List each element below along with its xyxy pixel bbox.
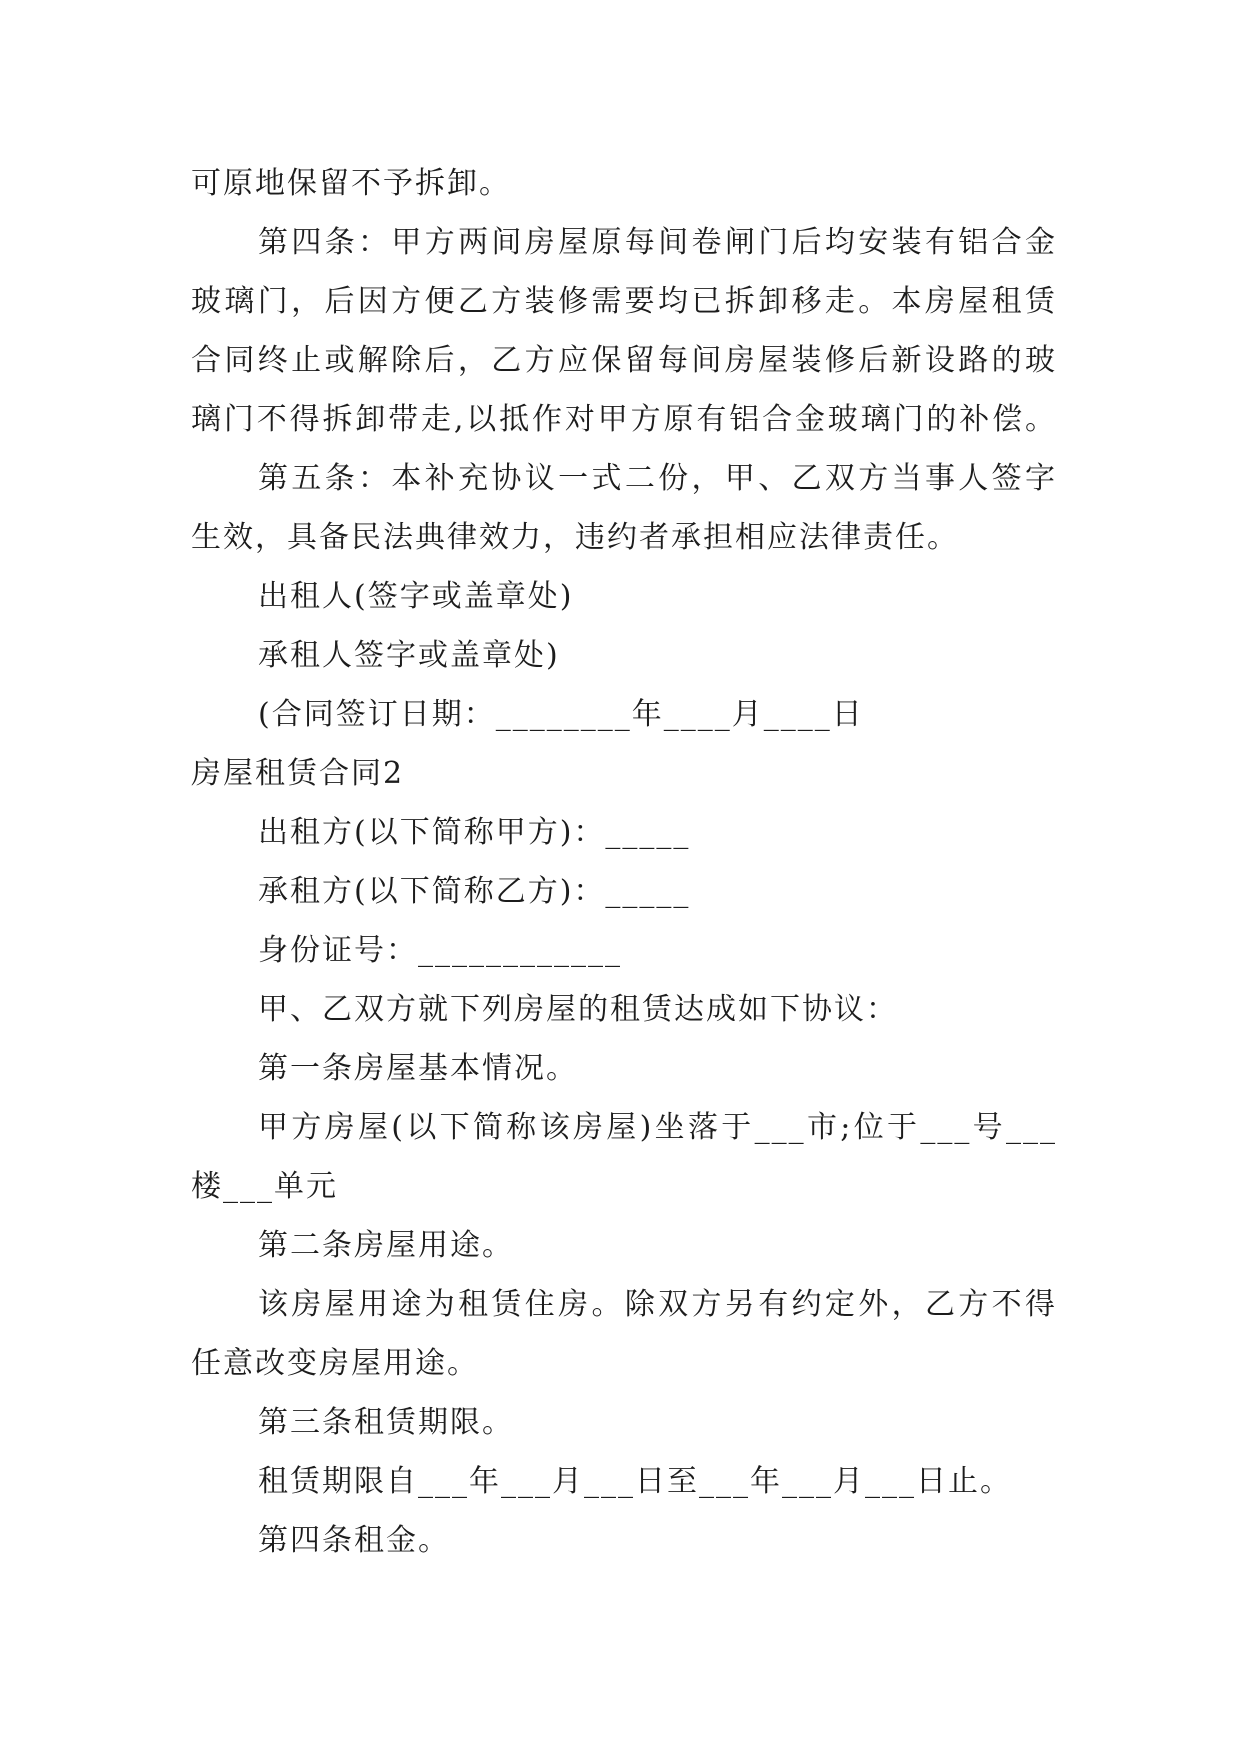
property-use-line: 该房屋用途为租赁住房。除双方另有约定外，乙方不得 <box>258 1287 1057 1322</box>
article-5-line: 第五条：本补充协议一式二份，甲、乙双方当事人签字 <box>258 461 1057 496</box>
id-number-field-line: 身份证号：____________ <box>258 933 622 968</box>
lessee-field-line: 承租方(以下简称乙方)：_____ <box>258 874 691 909</box>
property-location-line: 甲方房屋(以下简称该房屋)坐落于___市;位于___号___ <box>258 1110 1057 1145</box>
text-line: 可原地保留不予拆卸。 <box>191 166 511 201</box>
lessor-field-line: 出租方(以下简称甲方)：_____ <box>258 815 691 850</box>
article-heading: 第一条房屋基本情况。 <box>258 1051 578 1086</box>
contract-title: 房屋租赁合同2 <box>191 756 405 791</box>
lessee-signature-line: 承租人签字或盖章处) <box>258 638 560 673</box>
article-4-line: 玻璃门，后因方便乙方装修需要均已拆卸移走。本房屋租赁 <box>191 284 1057 319</box>
lease-term-line: 租赁期限自___年___月___日至___年___月___日止。 <box>258 1464 1012 1499</box>
signing-date-line: (合同签订日期：________年____月____日 <box>258 697 864 732</box>
article-heading: 第三条租赁期限。 <box>258 1405 514 1440</box>
agreement-intro-line: 甲、乙双方就下列房屋的租赁达成如下协议： <box>258 992 898 1027</box>
article-4-line: 合同终止或解除后，乙方应保留每间房屋装修后新设路的玻 <box>191 343 1057 378</box>
property-location-line: 楼___单元 <box>191 1169 338 1204</box>
article-4-line: 第四条：甲方两间房屋原每间卷闸门后均安装有铝合金 <box>258 225 1057 260</box>
property-use-line: 任意改变房屋用途。 <box>191 1346 479 1381</box>
article-4-line: 璃门不得拆卸带走,以抵作对甲方原有铝合金玻璃门的补偿。 <box>191 402 1057 437</box>
lessor-signature-line: 出租人(签字或盖章处) <box>258 579 574 614</box>
article-heading: 第二条房屋用途。 <box>258 1228 514 1263</box>
article-5-line: 生效，具备民法典律效力，违约者承担相应法律责任。 <box>191 520 959 555</box>
article-heading: 第四条租金。 <box>258 1523 450 1558</box>
